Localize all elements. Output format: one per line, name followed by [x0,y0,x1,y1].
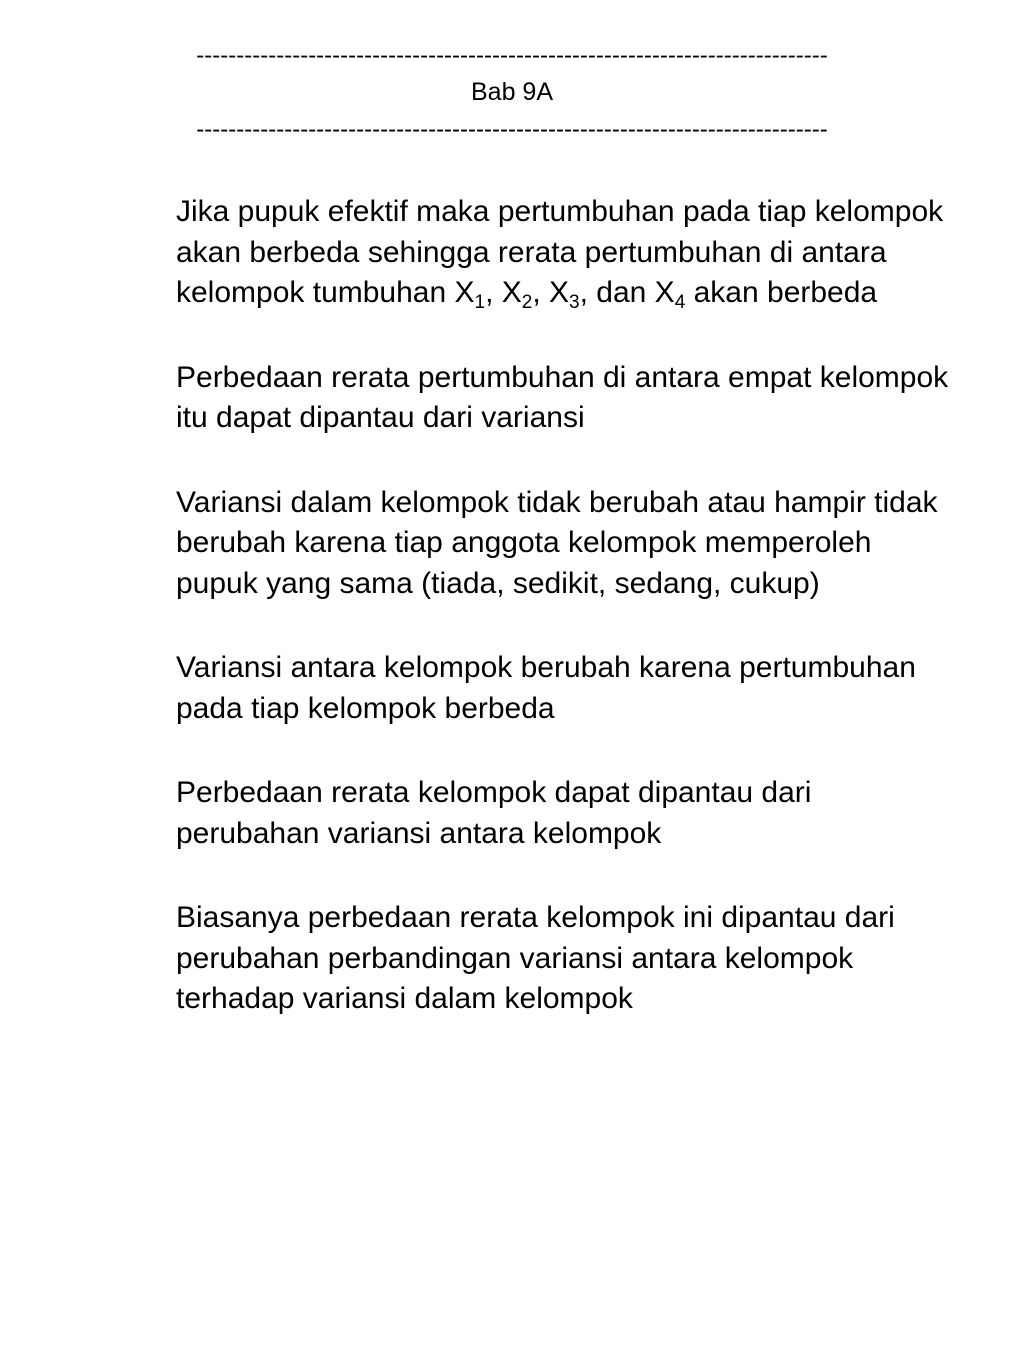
paragraph-1-separator-3: , dan X [579,276,675,309]
subscript-2: 2 [521,292,533,313]
subscript-4: 4 [674,292,686,313]
paragraph-3: Variansi dalam kelompok tidak berubah atau hampir tidak berubah karena tiap anggota kelompok memperoleh pupuk yang sama (tiada, sedikit, sedang, cukup) [176,485,938,600]
paragraph-5: Perbedaan rerata kelompok dapat dipantau dari perubahan variansi antara kelompok [176,776,812,850]
paragraph-2: Perbedaan rerata pertumbuhan di antara empat kelompok itu dapat dipantau dari variansi [176,360,949,434]
paragraph-4: Variansi antara kelompok berubah karena pertumbuhan pada tiap kelompok berbeda [176,651,916,725]
paragraph-1-separator-2: , X [532,276,570,309]
header-rule-bottom: ------------------------------------------------------------------------------- [196,116,828,143]
subscript-1: 1 [474,292,486,313]
paragraph-1-text-b: akan berbeda [685,276,878,309]
paragraph-6: Biasanya perbedaan rerata kelompok ini dipantau dari perubahan perbandingan variansi antara kelompok terhadap variansi dalam kelompok [176,901,895,1015]
paragraph-1-separator-1: , X [485,276,522,309]
subscript-3: 3 [569,292,580,313]
paragraph-1 [176,192,956,314]
header-rule-top: ------------------------------------------------------------------------------- [196,42,828,69]
chapter-title: Bab 9A [470,78,553,106]
paragraph-1-text-a: Jika pupuk efektif maka pertumbuhan pada tiap kelompok akan berbeda sehingga rerata pertumbuhan di antara kelompok tumbuhan X [176,195,944,309]
slide-content [176,192,956,1064]
